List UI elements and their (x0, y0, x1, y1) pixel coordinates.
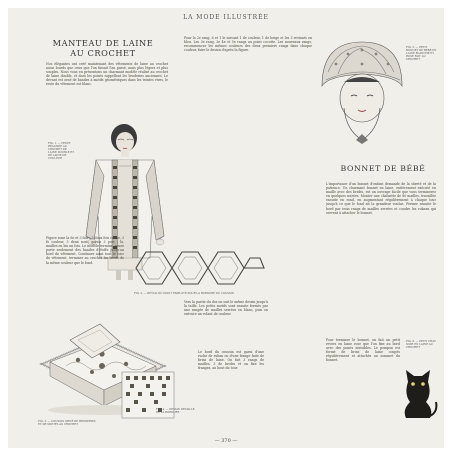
figure-2-crochet-band (132, 244, 266, 290)
figure-6-caption: FIG. 6. — PETIT CHAT NOIR EN LAINE AU CROCHET (406, 340, 436, 350)
figure-2-caption: FIG. 2. — DÉTAIL DU POINT EMPLOYÉ POUR LA BORDURE DU COUSSIN (134, 292, 234, 295)
figure-6-cat (398, 364, 438, 420)
article-title-right: BONNET DE BÉBÉ (340, 164, 426, 173)
magazine-page (8, 8, 444, 448)
article-title-left (38, 38, 168, 58)
middle-column-text: Pour la 2e rang, 6 et 1 le suivant 1 de couleur, 1 de beige et les 3 restants en bleu. Les 3e rang, 3e 4e et 5e rangs au point cocotte. Les nouveaux rangs, recommencer les mêmes couleurs des deux premiers rangs dans chaque couleur, faire le dessin d'après la figure. (184, 36, 312, 53)
middle-text-mid: Vers la partie du dos on suit le même dessin jusqu'à la taille. Les petits motifs sont ensuite fermés par une rangée de mailles serrées en blanc, puis on exécute un volant de couleur. (184, 300, 268, 317)
title-line-2: AU CROCHET (70, 48, 136, 58)
title-line-1: MANTEAU DE LAINE (52, 38, 154, 48)
page-number: — 370 — (214, 438, 238, 444)
intro-paragraph: Nos élégantes ont créé maintenant des vêtements de laine au crochet aussi lourds que ceux que l'on faisait l'an passé, mais plus légers et plus souples. Nous vous en présentons un charmant modèle réalisé au crochet de laine double, et dont les points rappellent les broderies anciennes. Le devant est orné de bandes à motifs géométriques dans les teintes vives, le reste du vêtement est blanc. (46, 62, 168, 87)
running-title: LA MODE ILLUSTRÉE (183, 14, 269, 21)
figure-5-caption: FIG. 5. — PETIT BONNET DE BÉBÉ EN LAINE BLANCHE ET ROSE FAIT AU CROCHET (406, 46, 437, 62)
body-text-right: L'importance d'un bonnet d'enfant demande de la sûreté et de la patience. Un charmant bonnet en laine, entièrement exécuté en maille avec des brides, est un ouvrage facile que vous terminerez en quelques soirées. Monter une chaînette de 80 mailles, travailler ensuite en rond, en augmentant régulièrement à chaque tour jusqu'à ce que le fond ait la grandeur voulue. Fermer ensuite le bord par trois rangs de mailles serrées et coudre les rubans qui servent à attacher le bonnet. (326, 182, 436, 215)
middle-text-bottom: Le bord du coussin est garni d'une ruche de ruban ou d'une frange faite de brins de laine. On fait 3 rangs de mailles, 3 de brides et on fixe les franges, au bout du tour. (198, 350, 264, 371)
body-text-left: Figure zone la 6e et 3 fois : 3 doux fois cerise, 3 fo couleur, 3 deux sont, garnis 3 pois ; la, mailles en bis un fois. Le modèle termine, nouer porte seulement des bandes d'étoffe jusqu'au bord du vêtement. Continuer ainsi tout le tour du vêtement, terminer au crochet les bords de la même couleur que le fond. (46, 236, 124, 265)
figure-4-caption: FIG. 4. — DESSIN DÉTAILLÉ DE LA BORDURE (156, 408, 195, 415)
figure-1-caption: FIG. 1. — VESTE RÉALISÉE AU CROCHET DE LAINE DOUBLE ET DE LAINE DE COULEUR (48, 142, 74, 161)
figure-5-bonnet-illustration (316, 36, 408, 144)
figure-3-caption: FIG. 3. — COUSSIN ORNÉ DE BRODERIES ET DE MOTIFS AU CROCHET (38, 420, 96, 427)
body-text-right-2: Pour terminer le bonnet, on fait un petit revers en laine rose que l'on fixe au bord avec des points invisibles. Le pompon est formé de brins de laine coupés régulièrement et attachés au sommet du bonnet. (326, 338, 400, 363)
